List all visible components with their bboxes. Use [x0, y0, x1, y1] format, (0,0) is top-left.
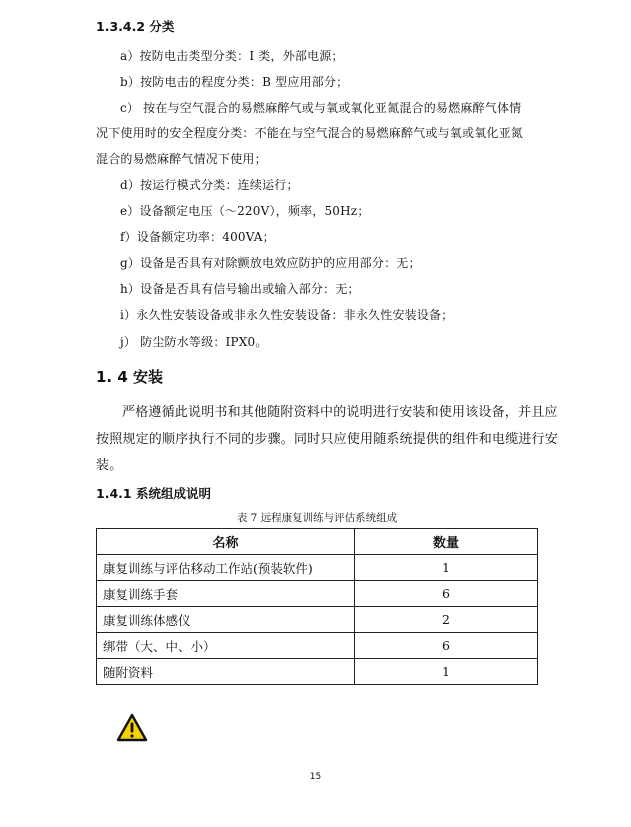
table-row [97, 633, 538, 659]
cell-quantity: 2 [355, 607, 538, 633]
header-name: 名称 [97, 529, 355, 555]
section-heading-141: 1.4.1 系统组成说明 [96, 486, 211, 501]
cell-name: 绑带（大、中、小） [97, 633, 355, 659]
list-item-i: i）永久性安装设备或非永久性安装设备：非永久性安装设备； [120, 308, 454, 322]
list-item-h: h）设备是否具有信号输出或输入部分：无； [120, 282, 360, 296]
header-quantity: 数量 [355, 529, 538, 555]
cell-quantity: 6 [355, 581, 538, 607]
install-paragraph-line3: 装。 [96, 458, 123, 473]
table-row [97, 581, 538, 607]
cell-quantity: 6 [355, 633, 538, 659]
cell-name: 康复训练手套 [97, 581, 355, 607]
page-number: 15 [309, 772, 322, 782]
table-caption: 表 7 远程康复训练与评估系统组成 [236, 512, 398, 524]
list-item-c-line3: 混合的易燃麻醉气情况下使用； [96, 152, 267, 166]
section-heading-14: 1. 4 安装 [96, 368, 164, 386]
list-item-f: f）设备额定功率：400VA； [120, 230, 275, 244]
table-row [97, 555, 538, 581]
list-item-b: b）按防电击的程度分类：B 型应用部分； [120, 75, 349, 89]
system-components-table [96, 528, 538, 685]
cell-quantity: 1 [355, 555, 538, 581]
cell-quantity: 1 [355, 659, 538, 685]
install-paragraph-line1: 严格遵循此说明书和其他随附资料中的说明进行安装和使用该设备，并且应 [122, 405, 558, 420]
list-item-g: g）设备是否具有对除颤放电效应防护的应用部分：无； [120, 256, 421, 270]
list-item-j: j） 防尘防水等级：IPX0。 [120, 335, 268, 349]
install-paragraph-line2: 按照规定的顺序执行不同的步骤。同时只应使用随系统提供的组件和电缆进行安 [96, 432, 559, 447]
table-row [97, 607, 538, 633]
warning-triangle-icon [116, 713, 148, 743]
table-row [97, 659, 538, 685]
section-heading-1342: 1.3.4.2 分类 [96, 19, 175, 34]
cell-name: 随附资料 [97, 659, 355, 685]
cell-name: 康复训练与评估移动工作站(预装软件) [97, 555, 355, 581]
list-item-d: d）按运行模式分类：连续运行； [120, 178, 299, 192]
list-item-a: a）按防电击类型分类：I 类，外部电源； [120, 49, 344, 63]
list-item-c-line1: c） 按在与空气混合的易燃麻醉气或与氧或氧化亚氮混合的易燃麻醉气体情 [120, 101, 522, 115]
table-header-row [97, 529, 538, 555]
list-item-e: e）设备额定电压（～220V），频率，50Hz； [120, 204, 370, 218]
list-item-c-line2: 况下使用时的安全程度分类：不能在与空气混合的易燃麻醉气或与氧或氧化亚氮 [96, 126, 524, 140]
cell-name: 康复训练体感仪 [97, 607, 355, 633]
